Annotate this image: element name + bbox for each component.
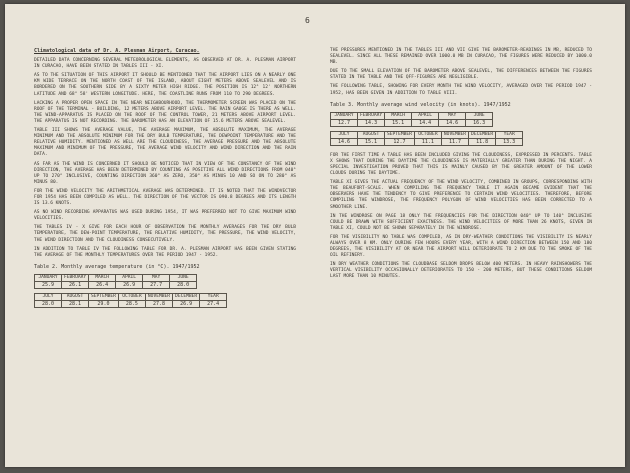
value-cell: 25.9 [35,281,62,288]
table-header-row [35,293,227,300]
month-cell: JANUARY [331,112,358,119]
paragraph: FOR THE WIND VELOCITY THE ARITHMETICAL AVERAGE WAS DETERMINED. IT IS NOTED THAT THE WINDVECTOR FOR 1954 HAS BEEN COMPILED AS WELL. THE DIRECTION OF THE VECTOR IS 090.8 DEGREES AND ITS LENGTH IS 13.6 KNOTS. [34,188,296,207]
page-number: 6 [305,16,310,25]
paragraph: THE FOLLOWING TABLE, SHOWING FOR EVERY MONTH THE WIND VELOCITY, AVERAGED OVER THE PERIOD 1947 - 1952, HAS BEEN GIVEN IN ADDITION TO TABLE VIII. [330,84,592,96]
value-cell: 14.3 [358,119,385,126]
month-cell: JUNE [466,112,493,119]
value-cell: 29.0 [89,300,119,307]
table-value-row [35,300,227,307]
table-value-row [331,119,493,126]
month-cell: MAY [143,274,170,281]
paragraph: THE PRESSURES MENTIONED IN THE TABLES III AND VII GIVE THE BAROMETER-READINGS IN MB, REDUCED TO SEALEVEL. SINCE ALL THESE REMAINED OVER 1000.0 MB IN CURACAO, THE FIGURES WERE REDUCED BY 1000.0 MB. [330,48,592,66]
value-cell: 11.1 [414,138,441,145]
paragraph: IN THE WINDROSE ON PAGE 18 ONLY THE FREQUENCIES FOR THE DIRECTION 040° UP TO 140° INCLUSIVE COULD BE DRAWN WITH SUFFICIENT EXACTNESS. THE WIND VELOCITIES OF MORE THAN 26 KNOTS, GIVEN IN TABLE XI, COULD NOT BE SHOWN SEPARATELY IN THE WINDROSE. [330,213,592,231]
section-heading: Climatological data of Dr. A. Plesman Airport, Curacao. [34,48,200,54]
value-cell: 28.1 [62,300,89,307]
temperature-table [34,274,197,289]
table-title: Table 3. Monthly average wind velocity (in knots). 1947/1952 [330,101,511,108]
value-cell: 15.1 [358,138,385,145]
value-cell: 15.1 [385,119,412,126]
month-cell: JULY [35,293,62,300]
month-cell: OCTOBER [414,131,441,138]
table-value-row [331,138,523,145]
month-cell: FEBRUARY [62,274,89,281]
value-cell: 28.0 [170,281,197,288]
table-header-row [35,274,197,281]
table-header-row [331,131,523,138]
right-column [330,48,592,284]
month-cell: NOVEMBER [441,131,468,138]
month-cell: YEAR [200,293,227,300]
value-cell: 26.9 [116,281,143,288]
value-cell: 14.6 [331,138,358,145]
paragraph: FOR THE VISIBILITY NO TABLE WAS COMPILED, AS IN DRY-WEATHER CONDITIONS THE VISIBILITY IS NEARLY ALWAYS OVER 8 KM. ONLY DURING FEW HOURS EVERY YEAR, WITH A WIND DIRECTION BETWEEN 150 AND 180 DEGREES, THE VISIBILITY AT OR NEAR THE AIRPORT WILL DETERIORATE TO 2 KM DUE TO THE SMOKE OF THE OIL REFINERY. [330,234,592,259]
value-cell: 27.8 [145,300,172,307]
month-cell: APRIL [116,274,143,281]
month-cell: AUGUST [358,131,385,138]
month-cell: SEPTEMBER [89,293,119,300]
month-cell: MARCH [89,274,116,281]
month-cell: SEPTEMBER [385,131,415,138]
month-cell: AUGUST [62,293,89,300]
month-cell: MAY [439,112,466,119]
paragraph: DETAILED DATA CONCERNING SEVERAL METEOROLOGICAL ELEMENTS, AS OBSERVED AT DR. A. PLESMAN AIRPORT IN CURACAO, HAVE BEEN STATED IN TABLES III - XI. [34,58,296,70]
document-page [5,4,625,467]
value-cell: 12.7 [385,138,415,145]
paragraph: IN DRY WEATHER CONDITIONS THE CLOUDBASE SELDOM DROPS BELOW 400 METERS. IN HEAVY RAINSHOWERS THE VERTICAL VISIBILITY OCCASIONALLY DETERIORATES TO 150 - 200 METERS, BUT THESE CONDITIONS SELDOM LAST MORE THAN 10 MINUTES. [330,262,592,280]
value-cell: 13.3 [496,138,523,145]
value-cell: 16.3 [466,119,493,126]
temperature-table-second [34,293,227,308]
month-cell: APRIL [412,112,439,119]
value-cell: 14.4 [412,119,439,126]
paragraph: AS TO THE SITUATION OF THIS AIRPORT IT SHOULD BE MENTIONED THAT THE AIRPORT LIES ON A NEARLY ONE KM WIDE TERRACE ON THE NORTH COAST OF THE ISLAND, ABOUT EIGHT METERS ABOVE SEALEVEL AND IS BORDERED ON THE SOUTHERN SIDE BY A SIXTY METER HIGH RIDGE. THE POSITION IS 12° 12' NORTHERN LATITUDE AND 68° 58' WESTERN LONGITUDE. HERE, THE COASTLINE RUNS FROM 110 TO 290 DEGREES. [34,73,296,97]
paragraph: THE TABLES IV - X GIVE FOR EACH HOUR OF OBSERVATION THE MONTHLY AVERAGES FOR THE DRY BULB TEMPERATURE, THE DEW-POINT TEMPERATURE, THE RELATIVE HUMIDITY, THE PRESSURE, THE WIND VELOCITY, THE WIND DIRECTION AND THE CLOUDINESS CONSECUTIVELY. [34,225,296,243]
paragraph: LACKING A PROPER OPEN SPACE IN THE NEAR NEIGHBOURHOOD, THE THERMOMETER SCREEN WAS PLACED ON THE ROOF OF THE TERMINAL - BUILDING, 12 METERS ABOVE AIRPORT LEVEL. THE RAIN GAUGE IS THERE AS WELL. THE WIND-APPARATUS IS PLACED ON THE ROOF OF THE CONTROL TOWER, 21 METERS ABOVE AIRPORT LEVEL. THE APPARATUS IS NOT RECORDING. THE BAROMETER HAS AN ELEVATION OF 15.6 METERS ABOVE SEALEVEL. [34,100,296,124]
value-cell: 28.5 [118,300,145,307]
value-cell: 28.0 [35,300,62,307]
month-cell: JULY [331,131,358,138]
paragraph: IN ADDITION TO TABLE IV THE FOLLOWING TABLE FOR DR. A. PLESMAN AIRPORT HAS BEEN GIVEN STATING THE AVERAGE OF THE MONTHLY TEMPERATURES OVER THE PERIOD 1947 - 1952. [34,246,296,258]
table-value-row [35,281,197,288]
month-cell: NOVEMBER [145,293,172,300]
value-cell: 26.4 [89,281,116,288]
value-cell: 27.7 [143,281,170,288]
table-title: Table 2. Monthly average temperature (in °C). 1947/1952 [34,263,200,270]
month-cell: JUNE [170,274,197,281]
paragraph: AS FAR AS THE WIND IS CONCERNED IT SHOULD BE NOTICED THAT IN VIEW OF THE CONSTANCY OF THE WIND DIRECTION, THE AVERAGE HAS BEEN DETERMINED BY COUNTING AS POSITIVE ALL WIND DIRECTIONS FROM 040° UP TO 270° INCLUSIVE, COUNTING DIRECTION 360° AS ZERO, 350° AS MINUS 10 AND SO ON TO 280° AS MINUS 80. [34,161,296,185]
paragraph: AS NO WIND RECORDING APPARATUS WAS USED DURING 1954, IT WAS PREFERRED NOT TO GIVE MAXIMUM WIND VELOCITIES. [34,210,296,222]
wind-velocity-table [330,112,493,127]
value-cell: 14.6 [439,119,466,126]
month-cell: JANUARY [35,274,62,281]
month-cell: OCTOBER [118,293,145,300]
table-header-row [331,112,493,119]
paragraph: FOR THE FIRST TIME A TABLE HAS BEEN INCLUDED GIVING THE CLOUDINESS, EXPRESSED IN PERCENTS. TABLE X SHOWS THAT DURING THE DAYTIME THE CLOUDINESS IS MATERIALLY GREATER THAN DURING THE NIGHT. A SPECIAL INVESTIGATION PROVED THAT THIS IS MAINLY CAUSED BY THE GREATER AMOUNT OF THE LOWER CLOUDS DURING THE DAYTIME. [330,152,592,177]
month-cell: DECEMBER [469,131,496,138]
month-cell: MARCH [385,112,412,119]
paragraph: TABLE III SHOWS THE AVERAGE VALUE, THE AVERAGE MAXIMUM, THE ABSOLUTE MAXIMUM, THE AVERAGE MINIMUM AND THE ABSOLUTE MINIMUM FOR THE DRY BULB TEMPERATURE, THE DEWPOINT TEMPERATURE AND THE RELATIVE HUMIDITY. MENTIONED AS WELL ARE THE CLOUDINESS, THE AVERAGE PRESSURE AND THE ABSOLUTE MAXIMUM AND MINIMUM OF THE PRESSURE, THE AVERAGE WIND VELOCITY AND WIND DIRECTION AND THE RAIN DATA. [34,128,296,158]
value-cell: 27.4 [200,300,227,307]
value-cell: 26.1 [62,281,89,288]
paragraph: DUE TO THE SMALL ELEVATION OF THE BAROMETER ABOVE SEALEVEL, THE DIFFERENCES BETWEEN THE FIGURES STATED IN THE TABLE AND THE QFF-FIGURES ARE NEGLIGIBLE. [330,69,592,81]
month-cell: YEAR [496,131,523,138]
value-cell: 26.9 [173,300,200,307]
value-cell: 12.7 [331,119,358,126]
value-cell: 11.7 [441,138,468,145]
value-cell: 11.8 [469,138,496,145]
left-column [34,48,296,312]
paragraph: TABLE XI GIVES THE ACTUAL FREQUENCY OF THE WIND VELOCITY, COMBINED IN GROUPS, CORRESPONDING WITH THE BEAUFORT-SCALE. WHEN COMPILING THE FREQUENCY TABLE IT AGAIN BECAME EVIDENT THAT THE OBSERVERS HAVE THE TENDENCY TO GIVE PREFERENCE TO CERTAIN WIND VELOCITIES. THEREFORE, BEFORE COMPILING THE WINDROSE, THE FREQUENCY POLYGON OF WIND VELOCITIES HAS BEEN CORRECTED TO A SMOOTHER LINE. [330,180,592,210]
month-cell: DECEMBER [173,293,200,300]
wind-velocity-table-second [330,131,523,146]
month-cell: FEBRUARY [358,112,385,119]
